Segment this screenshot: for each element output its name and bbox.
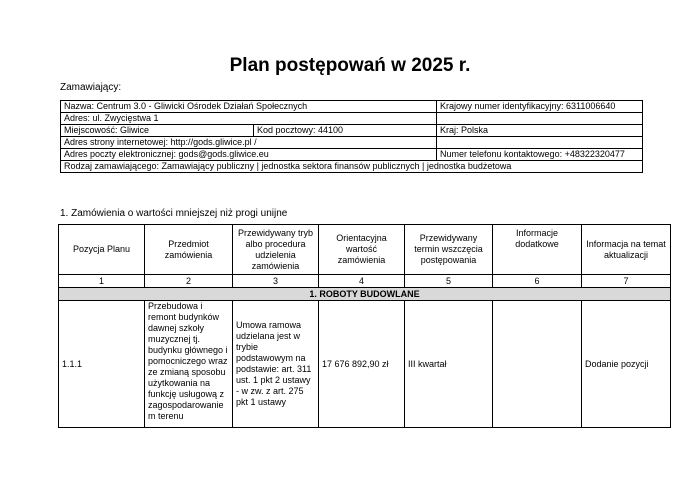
header-value: Orientacyjna wartość zamówienia bbox=[319, 225, 405, 275]
row-additional bbox=[493, 301, 582, 428]
row-subject: Przebudowa i remont budynków dawnej szkoły muzycznej tj. budynku głównego i pomocniczego wraz ze zmianą sposobu użytkowania na funkcję usługową z zagospodarowanie m terenu bbox=[145, 301, 233, 428]
buyer-website-empty bbox=[437, 137, 643, 149]
column-number: 5 bbox=[405, 275, 493, 288]
procurement-table bbox=[58, 224, 671, 428]
buyer-email: Adres poczty elektronicznej: gods@gods.gliwice.eu bbox=[61, 149, 437, 161]
row-update: Dodanie pozycji bbox=[582, 301, 671, 428]
column-number: 7 bbox=[582, 275, 671, 288]
buyer-label: Zamawiający: bbox=[60, 82, 122, 93]
column-number: 1 bbox=[59, 275, 145, 288]
buyer-country: Kraj: Polska bbox=[437, 125, 643, 137]
page-title: Plan postępowań w 2025 r. bbox=[229, 55, 471, 76]
row-term: III kwartał bbox=[405, 301, 493, 428]
header-position: Pozycja Planu bbox=[59, 225, 145, 275]
column-number-row bbox=[59, 275, 671, 288]
column-number: 6 bbox=[493, 275, 582, 288]
buyer-phone: Numer telefonu kontaktowego: +48322320477 bbox=[437, 149, 643, 161]
buyer-postal-code: Kod pocztowy: 44100 bbox=[254, 125, 437, 137]
header-procedure: Przewidywany tryb albo procedura udzielenia zamówienia bbox=[233, 225, 319, 275]
column-number: 4 bbox=[319, 275, 405, 288]
row-procedure: Umowa ramowa udzielana jest w trybie podstawowym na podstawie: art. 311 ust. 1 pkt 2 ustawy - w zw. z art. 275 pkt 1 ustawy bbox=[233, 301, 319, 428]
header-subject: Przedmiot zamówienia bbox=[145, 225, 233, 275]
table-row bbox=[59, 301, 671, 428]
row-position: 1.1.1 bbox=[59, 301, 145, 428]
header-term: Przewidywany termin wszczęcia postępowania bbox=[405, 225, 493, 275]
buyer-name: Nazwa: Centrum 3.0 - Gliwicki Ośrodek Działań Społecznych bbox=[61, 101, 437, 113]
column-number: 2 bbox=[145, 275, 233, 288]
category-label: 1. ROBOTY BUDOWLANE bbox=[59, 288, 671, 301]
table-header-row bbox=[59, 225, 671, 275]
category-row bbox=[59, 288, 671, 301]
section-title: 1. Zamówienia o wartości mniejszej niż progi unijne bbox=[60, 208, 288, 219]
buyer-address: Adres: ul. Zwycięstwa 1 bbox=[61, 113, 437, 125]
buyer-address-empty bbox=[437, 113, 643, 125]
header-update: Informacja na temat aktualizacji bbox=[582, 225, 671, 275]
buyer-city: Miejscowość: Gliwice bbox=[61, 125, 254, 137]
column-number: 3 bbox=[233, 275, 319, 288]
row-value: 17 676 892,90 zł bbox=[319, 301, 405, 428]
buyer-website: Adres strony internetowej: http://gods.gliwice.pl / bbox=[61, 137, 437, 149]
buyer-type: Rodzaj zamawiającego: Zamawiający publiczny | jednostka sektora finansów publicznych | jednostka budżetowa bbox=[61, 161, 643, 173]
buyer-national-id: Krajowy numer identyfikacyjny: 6311006640 bbox=[437, 101, 643, 113]
buyer-info-table bbox=[60, 100, 643, 173]
header-additional: Informacje dodatkowe bbox=[493, 225, 582, 275]
